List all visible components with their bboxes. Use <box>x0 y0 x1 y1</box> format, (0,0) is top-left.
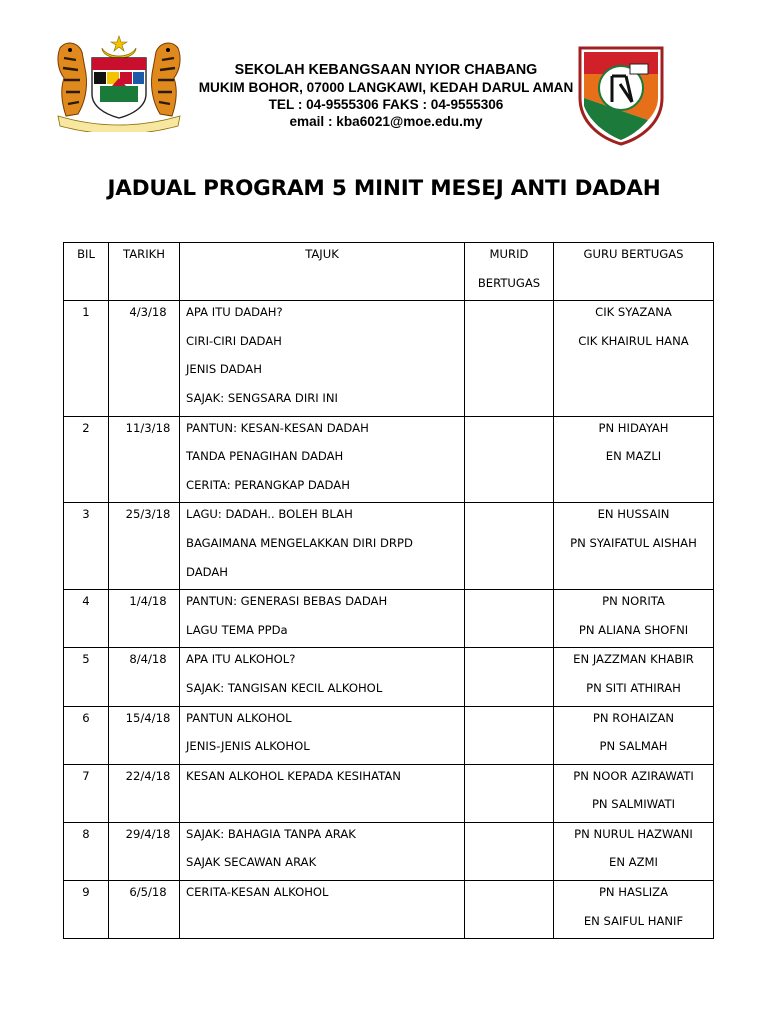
header-bil: BIL <box>64 243 109 301</box>
header-guru-bertugas: GURU BERTUGAS <box>554 243 714 301</box>
cell-bil: 2 <box>64 416 109 503</box>
cell-bil: 5 <box>64 648 109 706</box>
cell-tarikh: 22/4/18 <box>109 764 180 822</box>
cell-guru: PN ROHAIZAN PN SALMAH <box>554 706 714 764</box>
cell-tajuk: CERITA-KESAN ALKOHOL <box>180 881 465 939</box>
cell-murid <box>465 764 554 822</box>
crescent-star-icon <box>102 36 136 58</box>
cell-bil: 8 <box>64 822 109 880</box>
table-row <box>64 416 714 503</box>
cell-bil: 4 <box>64 590 109 648</box>
cell-tajuk: KESAN ALKOHOL KEPADA KESIHATAN <box>180 764 465 822</box>
state-crest-logo <box>52 34 186 132</box>
cell-bil: 6 <box>64 706 109 764</box>
document-title: JADUAL PROGRAM 5 MINIT MESEJ ANTI DADAH <box>107 176 661 201</box>
table-row <box>64 648 714 706</box>
cell-tarikh: 1/4/18 <box>109 590 180 648</box>
tel-number: TEL : 04-9555306 <box>268 97 379 112</box>
cell-guru: PN NOOR AZIRAWATI PN SALMIWATI <box>554 764 714 822</box>
cell-bil: 1 <box>64 301 109 416</box>
cell-tajuk: SAJAK: BAHAGIA TANPA ARAK SAJAK SECAWAN ARAK <box>180 822 465 880</box>
header-tajuk: TAJUK <box>180 243 465 301</box>
cell-guru: PN HIDAYAH EN MAZLI <box>554 416 714 503</box>
cell-tarikh: 4/3/18 <box>109 301 180 416</box>
table-row <box>64 590 714 648</box>
table-row <box>64 764 714 822</box>
school-address: MUKIM BOHOR, 07000 LANGKAWI, KEDAH DARUL AMAN <box>198 80 574 95</box>
cell-guru: EN JAZZMAN KHABIR PN SITI ATHIRAH <box>554 648 714 706</box>
cell-murid <box>465 881 554 939</box>
cell-tarikh: 6/5/18 <box>109 881 180 939</box>
cell-murid <box>465 706 554 764</box>
cell-tajuk: APA ITU DADAH? CIRI-CIRI DADAH JENIS DADAH SAJAK: SENGSARA DIRI INI <box>180 301 465 416</box>
cell-murid <box>465 416 554 503</box>
cell-tarikh: 25/3/18 <box>109 503 180 590</box>
cell-tarikh: 15/4/18 <box>109 706 180 764</box>
contact-phone-fax <box>186 96 586 113</box>
school-name: SEKOLAH KEBANGSAAN NYIOR CHABANG <box>234 62 538 78</box>
cell-tajuk: PANTUN ALKOHOL JENIS-JENIS ALKOHOL <box>180 706 465 764</box>
school-logo <box>576 44 666 147</box>
schedule-table <box>63 242 714 939</box>
table-row <box>64 503 714 590</box>
cell-bil: 7 <box>64 764 109 822</box>
cell-murid <box>465 503 554 590</box>
cell-murid <box>465 301 554 416</box>
table-row <box>64 301 714 416</box>
fax-number: FAKS : 04-9555306 <box>382 97 504 112</box>
header-tarikh: TARIKH <box>109 243 180 301</box>
table-row <box>64 706 714 764</box>
cell-murid <box>465 822 554 880</box>
school-letterhead <box>186 62 586 130</box>
cell-guru: PN HASLIZA EN SAIFUL HANIF <box>554 881 714 939</box>
left-tiger-icon <box>58 43 87 116</box>
cell-tajuk: LAGU: DADAH.. BOLEH BLAH BAGAIMANA MENGELAKKAN DIRI DRPD DADAH <box>180 503 465 590</box>
cell-tajuk: PANTUN: GENERASI BEBAS DADAH LAGU TEMA PPDa <box>180 590 465 648</box>
cell-guru: EN HUSSAIN PN SYAIFATUL AISHAH <box>554 503 714 590</box>
cell-tarikh: 8/4/18 <box>109 648 180 706</box>
table-row <box>64 822 714 880</box>
cell-tarikh: 11/3/18 <box>109 416 180 503</box>
header-murid-bertugas: MURID BERTUGAS <box>465 243 554 301</box>
shield-icon <box>92 58 146 118</box>
cell-bil: 9 <box>64 881 109 939</box>
cell-guru: CIK SYAZANA CIK KHAIRUL HANA <box>554 301 714 416</box>
cell-murid <box>465 648 554 706</box>
table-row <box>64 881 714 939</box>
school-email: email : kba6021@moe.edu.my <box>289 114 483 129</box>
cell-guru: PN NURUL HAZWANI EN AZMI <box>554 822 714 880</box>
cell-tajuk: APA ITU ALKOHOL? SAJAK: TANGISAN KECIL ALKOHOL <box>180 648 465 706</box>
cell-bil: 3 <box>64 503 109 590</box>
book-icon <box>630 64 648 74</box>
cell-tajuk: PANTUN: KESAN-KESAN DADAH TANDA PENAGIHAN DADAH CERITA: PERANGKAP DADAH <box>180 416 465 503</box>
right-tiger-icon <box>151 43 180 116</box>
cell-guru: PN NORITA PN ALIANA SHOFNI <box>554 590 714 648</box>
cell-tarikh: 29/4/18 <box>109 822 180 880</box>
cell-murid <box>465 590 554 648</box>
table-header-row <box>64 243 714 301</box>
